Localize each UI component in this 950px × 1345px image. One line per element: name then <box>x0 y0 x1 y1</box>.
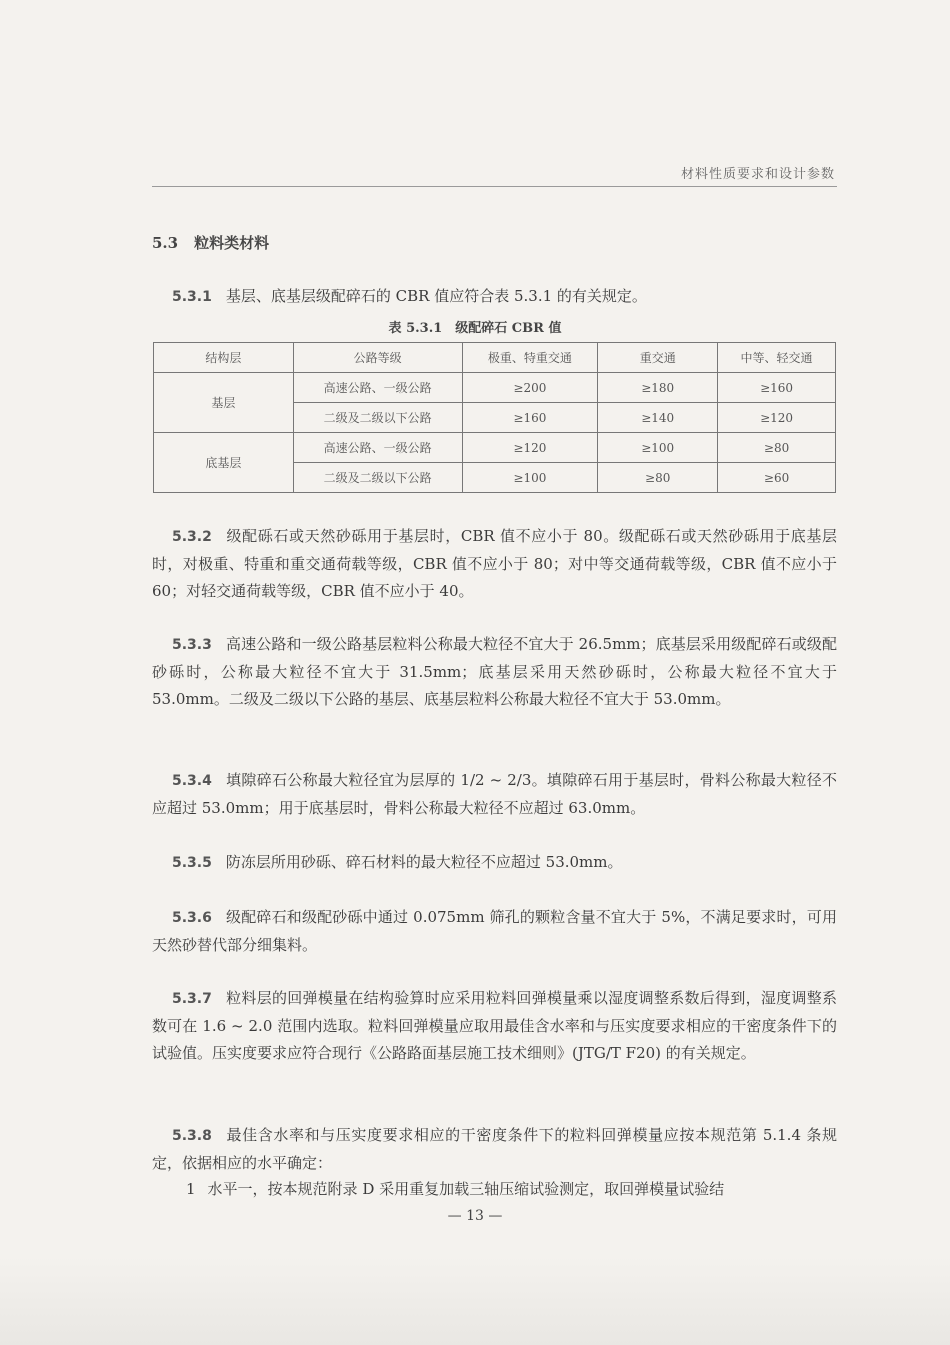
clause-number: 5.3.1 <box>172 289 212 305</box>
clause-number: 5.3.5 <box>172 855 212 871</box>
clause-number: 5.3.7 <box>172 991 212 1007</box>
table-header-cell: 中等、轻交通 <box>718 343 836 373</box>
table-row <box>154 433 836 463</box>
clause-text: 最佳含水率和与压实度要求相应的干密度条件下的粒料回弹模量应按本规范第 5.1.4 条规定，依据相应的水平确定： <box>152 1126 837 1172</box>
table-cell: 高速公路、一级公路 <box>293 373 462 403</box>
header-rule <box>152 186 837 187</box>
table-cell: ≥80 <box>598 463 718 493</box>
table-layer-cell: 基层 <box>154 373 294 433</box>
running-head: 材料性质要求和设计参数 <box>680 167 835 182</box>
table-cell: ≥180 <box>598 373 718 403</box>
clause-5-3-6 <box>152 904 837 959</box>
clause-text: 基层、底基层级配碎石的 CBR 值应符合表 5.3.1 的有关规定。 <box>225 287 647 305</box>
table-cell: ≥120 <box>718 403 836 433</box>
table-header-cell: 公路等级 <box>293 343 462 373</box>
clause-number: 5.3.6 <box>172 910 212 926</box>
clause-5-3-7 <box>152 985 837 1067</box>
table-caption: 表 5.3.1 级配碎石 CBR 值 <box>388 321 562 336</box>
clause-text: 粒料层的回弹模量在结构验算时应采用粒料回弹模量乘以湿度调整系数后得到，湿度调整系数可在 1.6 ~ 2.0 范围内选取。粒料回弹模量应取用最佳含水率和与压实度要求相应的干密度条件下的试验值。压实度要求应符合现行《公路路面基层施工技术细则》(JTG/T F20) 的有关规定。 <box>152 989 837 1062</box>
item-number: 1 <box>186 1180 196 1198</box>
item-text: 水平一，按本规范附录 D 采用重复加载三轴压缩试验测定，取回弹模量试验结 <box>207 1180 725 1198</box>
table-cell: ≥120 <box>462 433 598 463</box>
clause-5-3-3 <box>152 631 837 713</box>
clause-text: 填隙碎石公称最大粒径宜为层厚的 1/2 ~ 2/3。填隙碎石用于基层时，骨料公称最大粒径不应超过 53.0mm；用于底基层时，骨料公称最大粒径不应超过 63.0mm。 <box>152 771 837 817</box>
section-number: 5.3 <box>152 234 179 252</box>
clause-5-3-4 <box>152 767 837 822</box>
clause-text: 级配碎石和级配砂砾中通过 0.075mm 筛孔的颗粒含量不宜大于 5%，不满足要求时，可用天然砂替代部分细集料。 <box>152 908 837 954</box>
table-header-cell: 结构层 <box>154 343 294 373</box>
table-cell: 高速公路、一级公路 <box>293 433 462 463</box>
table-row <box>154 373 836 403</box>
table-cell: ≥200 <box>462 373 598 403</box>
clause-5-3-5 <box>152 849 837 877</box>
cbr-table <box>153 342 836 493</box>
clause-5-3-8 <box>152 1122 837 1177</box>
table-cell: ≥60 <box>718 463 836 493</box>
clause-number: 5.3.8 <box>172 1128 212 1144</box>
table-header-row <box>154 343 836 373</box>
table-layer-cell: 底基层 <box>154 433 294 493</box>
table-cell: ≥140 <box>598 403 718 433</box>
clause-5-3-2 <box>152 523 837 605</box>
clause-text: 防冻层所用砂砾、碎石材料的最大粒径不应超过 53.0mm。 <box>225 853 623 871</box>
clause-text: 高速公路和一级公路基层粒料公称最大粒径不宜大于 26.5mm；底基层采用级配碎石或级配砂砾时，公称最大粒径不宜大于 31.5mm；底基层采用天然砂砾时，公称最大粒径不宜大于 53.0mm。二级及二级以下公路的基层、底基层粒料公称最大粒径不宜大于 53.0mm。 <box>152 635 837 708</box>
table-cell: ≥100 <box>598 433 718 463</box>
table-header-cell: 极重、特重交通 <box>462 343 598 373</box>
table-cell: 二级及二级以下公路 <box>293 463 462 493</box>
section-heading <box>152 232 269 253</box>
clause-number: 5.3.2 <box>172 529 212 545</box>
table-cell: ≥80 <box>718 433 836 463</box>
table-header-cell: 重交通 <box>598 343 718 373</box>
section-title: 粒料类材料 <box>194 234 270 252</box>
clause-number: 5.3.3 <box>172 637 212 653</box>
clause-number: 5.3.4 <box>172 773 212 789</box>
page-bottom-shade <box>0 1255 950 1345</box>
table-cell: ≥160 <box>718 373 836 403</box>
item-1 <box>152 1176 837 1203</box>
table-cell: ≥160 <box>462 403 598 433</box>
table-cell: 二级及二级以下公路 <box>293 403 462 433</box>
clause-text: 级配砾石或天然砂砾用于基层时，CBR 值不应小于 80。级配砾石或天然砂砾用于底基层时，对极重、特重和重交通荷载等级，CBR 值不应小于 80；对中等交通荷载等级，CBR 值不应小于 60；对轻交通荷载等级，CBR 值不应小于 40。 <box>152 527 837 600</box>
page-number: — 13 — <box>447 1208 503 1224</box>
table-cell: ≥100 <box>462 463 598 493</box>
clause-5-3-1 <box>152 283 837 311</box>
